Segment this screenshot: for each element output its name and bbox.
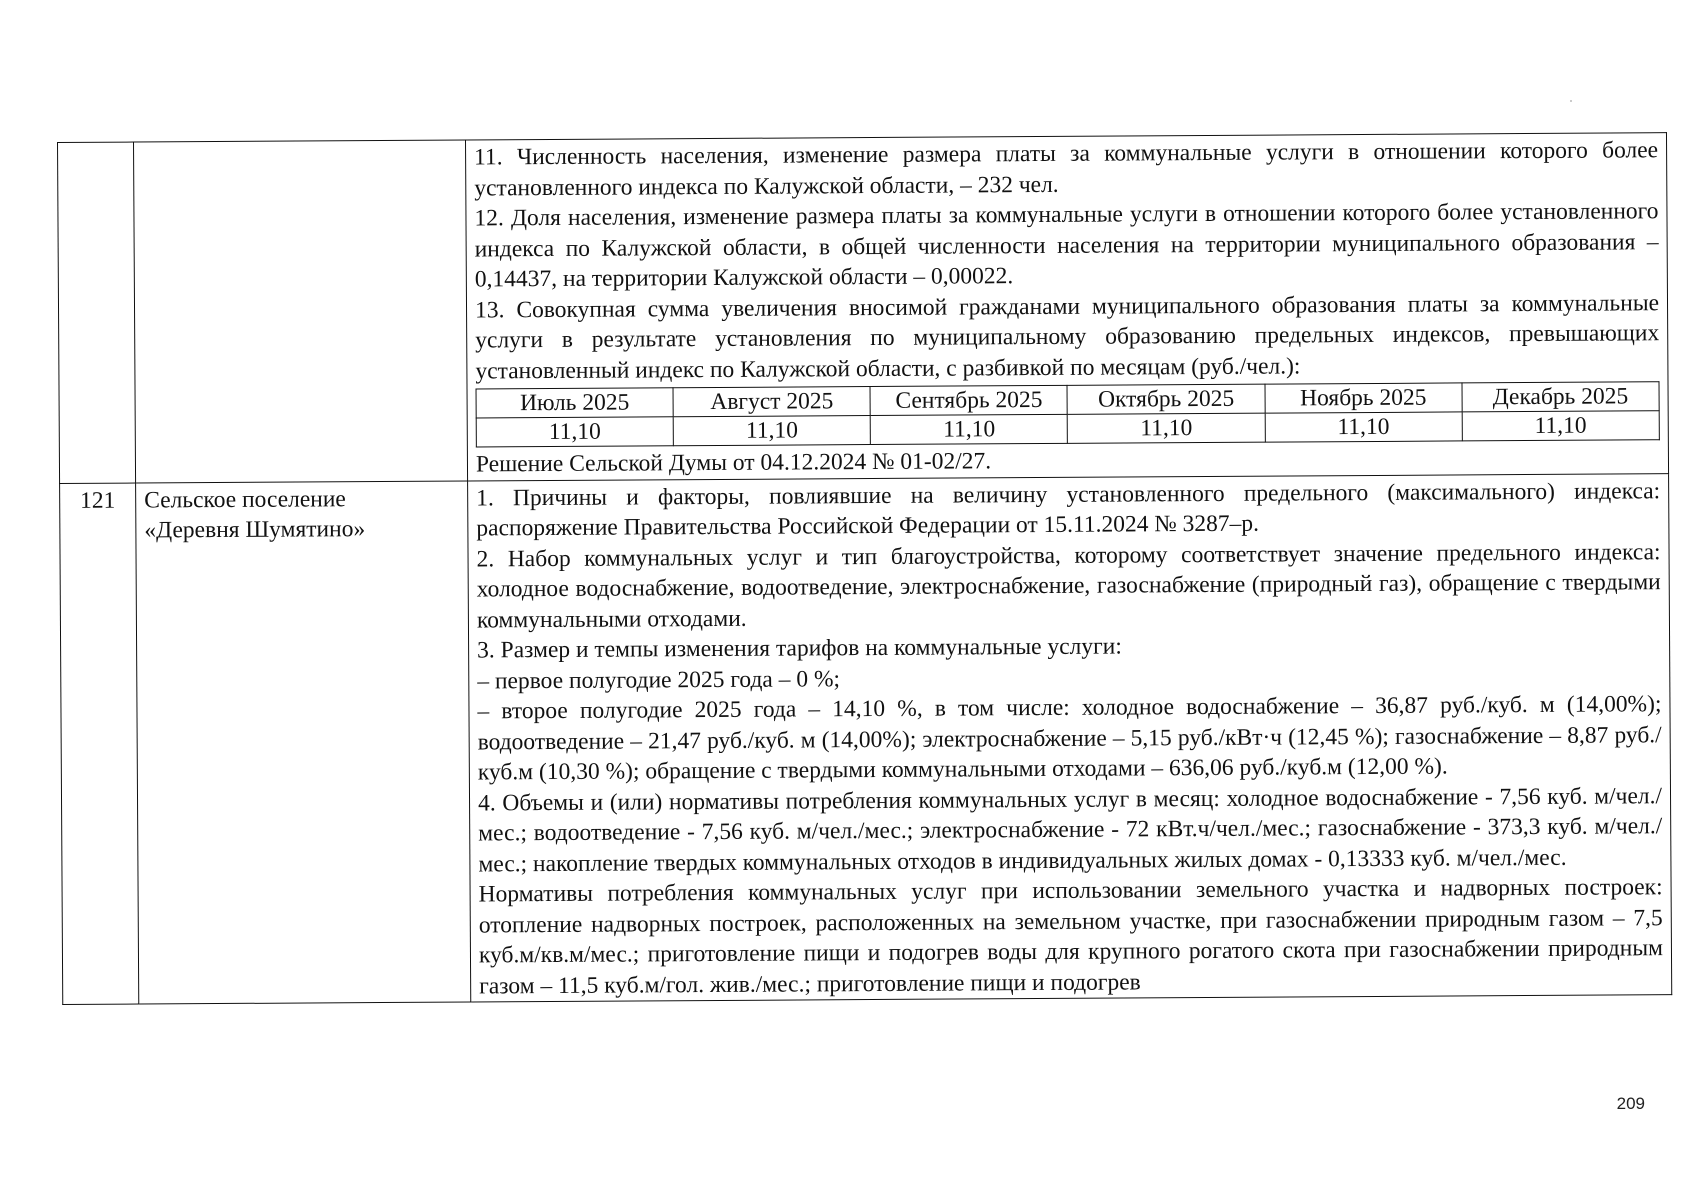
monthly-increase-table — [476, 381, 1660, 447]
month-header: Август 2025 — [673, 387, 870, 417]
decision-reference: Решение Сельской Думы от 04.12.2024 № 01-02/27. — [475, 448, 992, 478]
item-norms-land: Нормативы потребления коммунальных услуг при использовании земельного участка и надворных построек: отопление надворных построек, расположенных на земельном участке, при газоснабжении природным газом – 7,5 куб.м/кв.м/мес.; приготовление пищи и подогрев воды для крупного рогатого скота при газоснабжении природным газом – 11,5 куб.м/гол. жив./мес.; приготовление пищи и подогрев — [478, 874, 1664, 999]
month-value: 11,10 — [476, 417, 673, 447]
month-header: Декабрь 2025 — [1462, 382, 1659, 412]
month-header: Октябрь 2025 — [1067, 384, 1264, 414]
month-value: 11,10 — [1265, 412, 1462, 442]
months-value-row — [476, 411, 1659, 447]
municipality-name-cell — [136, 480, 471, 1004]
scan-speck — [1570, 100, 1572, 102]
row-number-cell: 121 — [60, 483, 139, 1005]
month-header: Сентябрь 2025 — [870, 385, 1067, 415]
row-number-cell — [58, 142, 136, 483]
item-1: 1. Причины и факторы, повлиявшие на величину установленного предельного (максимального) индекса: распоряжение Правительства Российской Федерации от 15.11.2024 № 3287–р. — [476, 477, 1661, 542]
municipality-name-cell — [134, 140, 468, 483]
item-11: 11. Численность населения, изменение размера платы за коммунальные услуги в отношении которого более установленного индекса по Калужской области, – 232 чел. — [474, 137, 1659, 201]
item-13: 13. Совокупная сумма увеличения вносимой гражданами муниципального образования платы за коммунальные услуги в результате установления по муниципальному образованию предельных индексов, превышающих установленный индекс по Калужской области, с разбивкой по месяцам (руб./чел.): — [474, 289, 1660, 384]
month-header: Июль 2025 — [476, 388, 673, 418]
item-3-first-half: – первое полугодие 2025 года – 0 %; — [477, 665, 841, 694]
table-row-121 — [60, 473, 1672, 1004]
item-2: 2. Набор коммунальных услуг и тип благоустройства, которому соответствует значение предельного индекса: холодное водоснабжение, водоотведение, электроснабжение, газоснабжение (природный газ), обращение с твердыми коммунальными отходами. — [476, 538, 1661, 633]
page-number: 209 — [1616, 1094, 1645, 1113]
month-header: Ноябрь 2025 — [1265, 383, 1462, 413]
municipality-name: «Деревня Шумятино» — [144, 516, 366, 544]
month-value: 11,10 — [870, 414, 1067, 444]
item-3-second-half: – второе полугодие 2025 года – 14,10 %, в том числе: холодное водоснабжение – 36,87 руб./куб. м (14,00%); водоотведение – 21,47 руб./куб. м (14,00%); электроснабжение – 5,15 руб./кВт·ч (12,45 %); газоснабжение – 8,87 руб./куб.м (10,30 %); обращение с твердыми коммунальными отходами – 636,06 руб./куб.м (12,00 %). — [477, 691, 1662, 786]
table-row-continued — [58, 133, 1669, 483]
item-3: 3. Размер и темпы изменения тарифов на коммунальные услуги: — [477, 633, 1122, 664]
tariff-table — [57, 132, 1672, 1005]
month-value: 11,10 — [1068, 413, 1265, 443]
month-value: 11,10 — [673, 416, 870, 446]
month-value: 11,10 — [1462, 411, 1659, 441]
item-12: 12. Доля населения, изменение размера платы за коммунальные услуги в отношении которого более установленного индекса по Калужской области, в общей численности населения на территории муниципального образования – 0,14437, на территории Калужской области – 0,00022. — [474, 198, 1659, 293]
item-4: 4. Объемы и (или) нормативы потребления коммунальных услуг в месяц: холодное водоснабжение - 7,56 куб. м/чел./мес.; водоотведение - 7,56 куб. м/чел./мес.; электроснабжение - 72 кВт.ч/чел./мес.; газоснабжение - 373,3 куб. м/чел./мес.; накопление твердых коммунальных отходов в индивидуальных жилых домах - 0,13333 куб. м/чел./мес. — [477, 782, 1663, 877]
description-cell — [468, 473, 1672, 1002]
municipality-type: Сельское поселение — [144, 485, 346, 513]
description-cell — [465, 133, 1668, 481]
